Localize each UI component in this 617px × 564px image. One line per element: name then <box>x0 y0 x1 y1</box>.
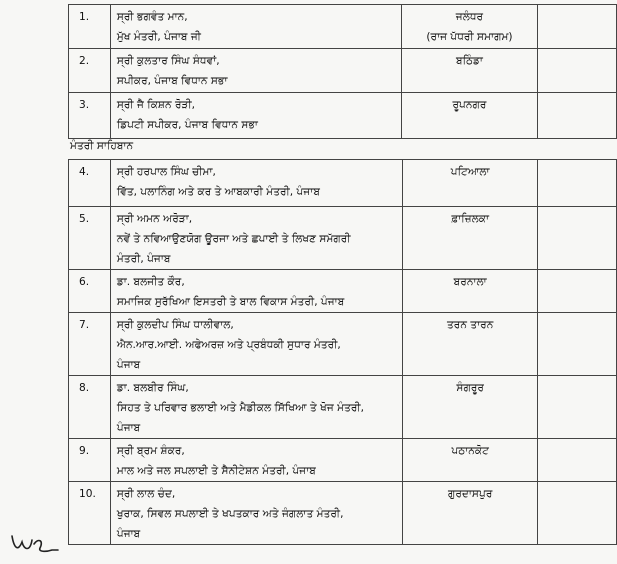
official-cell <box>110 482 402 545</box>
table-row <box>69 160 617 207</box>
official-title: ਸਿਹਤ ਤੇ ਪਰਿਵਾਰ ਭਲਾਈ ਅਤੇ ਮੈਡੀਕਲ ਸਿੱਖਿਆ ਤੇ ਖੋਜ ਮੰਤਰੀ, <box>116 402 364 414</box>
official-cell <box>110 376 402 439</box>
row-number-text: 6. <box>79 276 90 288</box>
blank-cell <box>538 439 617 482</box>
blank-cell <box>538 313 617 376</box>
table-row <box>69 376 617 439</box>
row-number <box>69 439 111 482</box>
table-row <box>69 270 617 313</box>
row-number <box>69 49 111 93</box>
district-cell <box>403 439 538 482</box>
district-cell <box>403 482 538 545</box>
row-number <box>69 376 111 439</box>
official-name: ਸ੍ਰੀ ਭਗਵੰਤ ਮਾਨ, <box>116 11 188 23</box>
district-cell <box>403 160 538 207</box>
official-name: ਸ੍ਰੀ ਅਮਨ ਅਰੋੜਾ, <box>116 213 193 225</box>
district-cell <box>402 5 538 49</box>
table-row <box>69 207 617 270</box>
district-name: ਤਰਨ ਤਾਰਨ <box>447 319 494 331</box>
district-cell <box>403 207 538 270</box>
row-number-text: 8. <box>79 382 90 394</box>
district-name: ਬਠਿੰਡਾ <box>456 55 483 67</box>
table-row <box>69 5 617 49</box>
district-name: ਪਟਿਆਲਾ <box>450 166 490 178</box>
official-name: ਸ੍ਰੀ ਕੁਲਤਾਰ ਸਿੰਘ ਸੰਧਵਾਂ, <box>116 55 220 67</box>
row-number <box>69 482 111 545</box>
official-title: ਐਨ.ਆਰ.ਆਈ. ਅਫੇਅਰਜ਼ ਅਤੇ ਪ੍ਰਬੰਧਕੀ ਸੁਧਾਰ ਮੰਤਰੀ, <box>116 339 341 351</box>
district-cell <box>402 49 538 93</box>
ministers-table <box>68 159 617 545</box>
official-cell <box>110 93 401 139</box>
row-number <box>69 5 111 49</box>
blank-cell <box>537 5 616 49</box>
official-name: ਸ੍ਰੀ ਹਰਪਾਲ ਸਿੰਘ ਚੀਮਾ, <box>116 166 216 178</box>
blank-cell <box>538 270 617 313</box>
official-name: ਸ੍ਰੀ ਜੈ ਕਿਸ਼ਨ ਰੋੜੀ, <box>116 99 195 111</box>
section-heading: ਮੰਤਰੀ ਸਾਹਿਬਾਨ <box>70 140 134 152</box>
official-cell <box>110 270 402 313</box>
table-row <box>69 313 617 376</box>
blank-cell <box>537 93 616 139</box>
blank-cell <box>538 207 617 270</box>
official-title-cont: ਪੰਜਾਬ <box>116 422 141 434</box>
official-title: ਸਪੀਕਰ, ਪੰਜਾਬ ਵਿਧਾਨ ਸਭਾ <box>116 75 228 87</box>
blank-cell <box>538 482 617 545</box>
district-name: ਬਰਨਾਲਾ <box>453 276 487 288</box>
official-name: ਡਾ. ਬਲਬੀਰ ਸਿੰਘ, <box>116 382 189 394</box>
district-cell <box>403 376 538 439</box>
official-cell <box>110 160 402 207</box>
row-number-text: 3. <box>79 99 90 111</box>
row-number <box>69 207 111 270</box>
official-cell <box>110 439 402 482</box>
official-title-cont: ਪੰਜਾਬ <box>116 528 141 540</box>
row-number <box>69 160 111 207</box>
row-number-text: 4. <box>79 166 90 178</box>
district-name: ਪਠਾਨਕੋਟ <box>451 445 489 457</box>
blank-cell <box>537 49 616 93</box>
official-cell <box>110 49 401 93</box>
blank-cell <box>538 376 617 439</box>
table-row <box>69 482 617 545</box>
district-name: ਜਲੰਧਰ <box>455 11 484 23</box>
row-number-text: 1. <box>79 11 90 23</box>
official-cell <box>110 207 402 270</box>
row-number-text: 5. <box>79 213 90 225</box>
table-row <box>69 93 617 139</box>
row-number-text: 2. <box>79 55 90 67</box>
table-row <box>69 49 617 93</box>
blank-cell <box>538 160 617 207</box>
row-number <box>69 270 111 313</box>
table-row <box>69 439 617 482</box>
district-name: ਰੂਪਨਗਰ <box>452 99 487 111</box>
row-number <box>69 313 111 376</box>
official-title: ਮੁੱਖ ਮੰਤਰੀ, ਪੰਜਾਬ ਜੀ <box>116 31 201 43</box>
official-title-cont: ਪੰਜਾਬ <box>116 359 141 371</box>
official-title: ਡਿਪਟੀ ਸਪੀਕਰ, ਪੰਜਾਬ ਵਿਧਾਨ ਸਭਾ <box>116 119 258 131</box>
district-name: ਫ਼ਾਜ਼ਿਲਕਾ <box>451 213 490 225</box>
official-title-cont: ਮੰਤਰੀ, ਪੰਜਾਬ <box>116 253 171 265</box>
row-number-text: 9. <box>79 445 90 457</box>
official-name: ਸ੍ਰੀ ਬ੍ਰਮ ਸ਼ੰਕਰ, <box>116 445 185 457</box>
official-title: ਖੁਰਾਕ, ਸਿਵਲ ਸਪਲਾਈ ਤੇ ਖਪਤਕਾਰ ਅਤੇ ਜੰਗਲਾਤ ਮੰਤਰੀ, <box>116 508 344 520</box>
district-cell <box>403 313 538 376</box>
district-note: (ਰਾਜ ਪੱਧਰੀ ਸਮਾਗਮ) <box>426 31 513 43</box>
official-name: ਸ੍ਰੀ ਲਾਲ ਚੰਦ, <box>116 488 176 500</box>
official-name: ਡਾ. ਬਲਜੀਤ ਕੌਰ, <box>116 276 185 288</box>
district-cell <box>403 270 538 313</box>
official-title: ਸਮਾਜਿਕ ਸੁਰੱਖਿਆ ਇਸਤਰੀ ਤੇ ਬਾਲ ਵਿਕਾਸ ਮੰਤਰੀ, ਪੰਜਾਬ <box>116 296 345 308</box>
official-cell <box>110 5 401 49</box>
row-number-text: 7. <box>79 319 90 331</box>
row-number <box>69 93 111 139</box>
official-name: ਸ੍ਰੀ ਕੁਲਦੀਪ ਸਿੰਘ ਧਾਲੀਵਾਲ, <box>116 319 234 331</box>
row-number-text: 10. <box>79 488 96 500</box>
handwritten-initials <box>8 528 60 558</box>
officials-table <box>68 4 617 139</box>
official-title: ਮਾਲ ਅਤੇ ਜਲ ਸਪਲਾਈ ਤੇ ਸੈਨੀਟੇਸ਼ਨ ਮੰਤਰੀ, ਪੰਜਾਬ <box>116 465 316 477</box>
official-title: ਨਵੇਂ ਤੇ ਨਵਿਆਉਣਯੋਗ ਊਰਜਾ ਅਤੇ ਛਪਾਈ ਤੇ ਲਿਖਣ ਸਮੱਗਰੀ <box>116 233 351 245</box>
official-title: ਵਿੱਤ, ਪਲਾਨਿੰਗ ਅਤੇ ਕਰ ਤੇ ਆਬਕਾਰੀ ਮੰਤਰੀ, ਪੰਜਾਬ <box>116 186 320 198</box>
district-cell <box>402 93 538 139</box>
district-name: ਗੁਰਦਾਸਪੁਰ <box>447 488 493 500</box>
district-name: ਸੰਗਰੂਰ <box>456 382 484 394</box>
official-cell <box>110 313 402 376</box>
